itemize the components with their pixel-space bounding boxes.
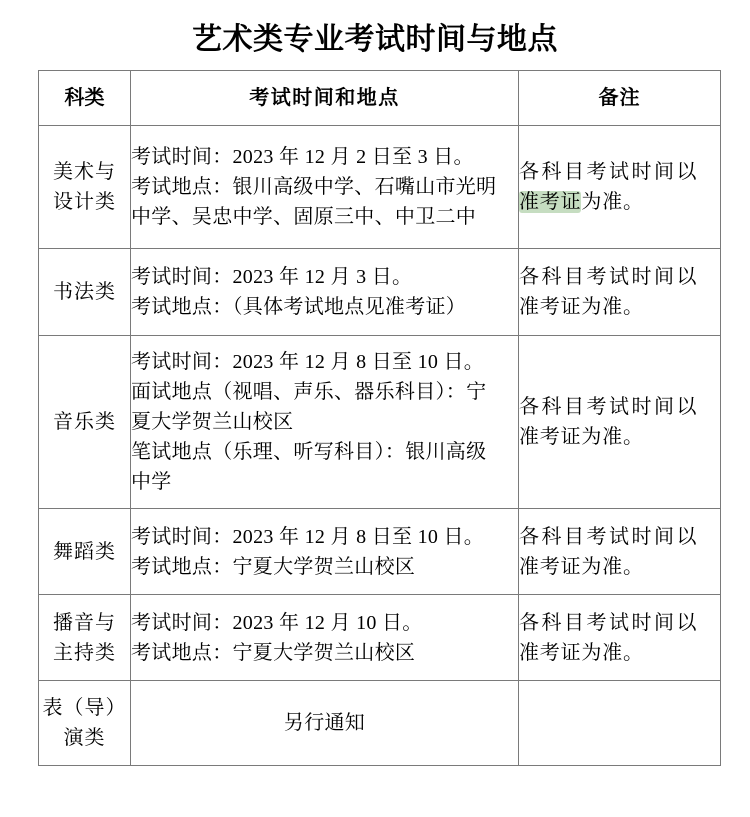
category-line: 播音与 (53, 611, 116, 634)
category-cell (39, 249, 131, 336)
detail-line: 考试时间：2023 年 12 月 8 日至 10 日。 (131, 525, 485, 548)
table-row (39, 126, 721, 249)
remark-cell (519, 509, 721, 595)
detail-line: 另行通知 (283, 712, 366, 734)
detail-cell (131, 126, 519, 249)
header-category: 科类 (39, 71, 131, 126)
detail-line: 考试地点：宁夏大学贺兰山校区 (131, 641, 416, 664)
remark-line: 各科目考试时间以 (519, 611, 699, 634)
detail-line: 考试时间：2023 年 12 月 8 日至 10 日。 (131, 351, 485, 373)
detail-cell (131, 595, 519, 681)
exam-schedule-table (38, 70, 721, 766)
detail-line: 考试时间：2023 年 12 月 10 日。 (131, 611, 423, 634)
document-title: 艺术类专业考试时间与地点 (192, 23, 558, 56)
remark-tail: 为准。 (581, 191, 644, 213)
detail-line: 考试地点：（具体考试地点见准考证） (131, 296, 467, 318)
detail-line: 考试时间：2023 年 12 月 3 日。 (131, 266, 413, 288)
category-line: 音乐类 (53, 411, 116, 433)
remark-cell (519, 126, 721, 249)
category-line: 舞蹈类 (53, 540, 116, 563)
category-cell (39, 509, 131, 595)
header-time-place: 考试时间和地点 (131, 71, 519, 126)
detail-cell (131, 336, 519, 509)
table-row (39, 249, 721, 336)
remark-line: 准考证为准。 (519, 426, 644, 448)
category-line: 设计类 (53, 191, 116, 213)
detail-line: 面试地点（视唱、声乐、器乐科目）：宁 (131, 381, 487, 403)
remark-line: 各科目考试时间以 (519, 161, 699, 183)
category-line: 表（导） (42, 697, 127, 719)
table-row (39, 681, 721, 766)
table-header-row (39, 71, 721, 126)
category-line: 主持类 (53, 641, 116, 664)
remark-line: 各科目考试时间以 (519, 266, 699, 288)
remark-line: 各科目考试时间以 (519, 525, 699, 548)
header-remark: 备注 (519, 71, 721, 126)
table-row (39, 336, 721, 509)
category-line: 美术与 (53, 161, 116, 183)
remark-cell (519, 249, 721, 336)
remark-cell (519, 681, 721, 766)
category-line: 演类 (63, 727, 106, 749)
detail-cell (131, 249, 519, 336)
detail-line: 考试地点：银川高级中学、石嘴山市光明 (131, 176, 497, 198)
category-cell (39, 126, 131, 249)
detail-line: 中学、吴忠中学、固原三中、中卫二中 (131, 206, 477, 228)
remark-cell (519, 336, 721, 509)
table-row (39, 509, 721, 595)
detail-line: 考试地点：宁夏大学贺兰山校区 (131, 555, 416, 578)
detail-line: 中学 (131, 471, 172, 493)
table-row (39, 595, 721, 681)
category-cell (39, 681, 131, 766)
remark-line: 准考证为准。 (519, 641, 644, 664)
detail-line: 考试时间：2023 年 12 月 2 日至 3 日。 (131, 146, 474, 168)
remark-line: 各科目考试时间以 (519, 396, 699, 418)
detail-cell (131, 681, 519, 766)
detail-line: 笔试地点（乐理、听写科目）：银川高级 (131, 441, 487, 463)
remark-line (519, 187, 720, 217)
detail-line: 夏大学贺兰山校区 (131, 411, 294, 433)
category-cell (39, 595, 131, 681)
category-line: 书法类 (53, 281, 116, 303)
remark-cell (519, 595, 721, 681)
remark-line: 准考证为准。 (519, 296, 644, 318)
detail-cell (131, 509, 519, 595)
category-cell (39, 336, 131, 509)
highlighted-text: 准考证 (519, 191, 582, 213)
remark-line: 准考证为准。 (519, 555, 644, 578)
